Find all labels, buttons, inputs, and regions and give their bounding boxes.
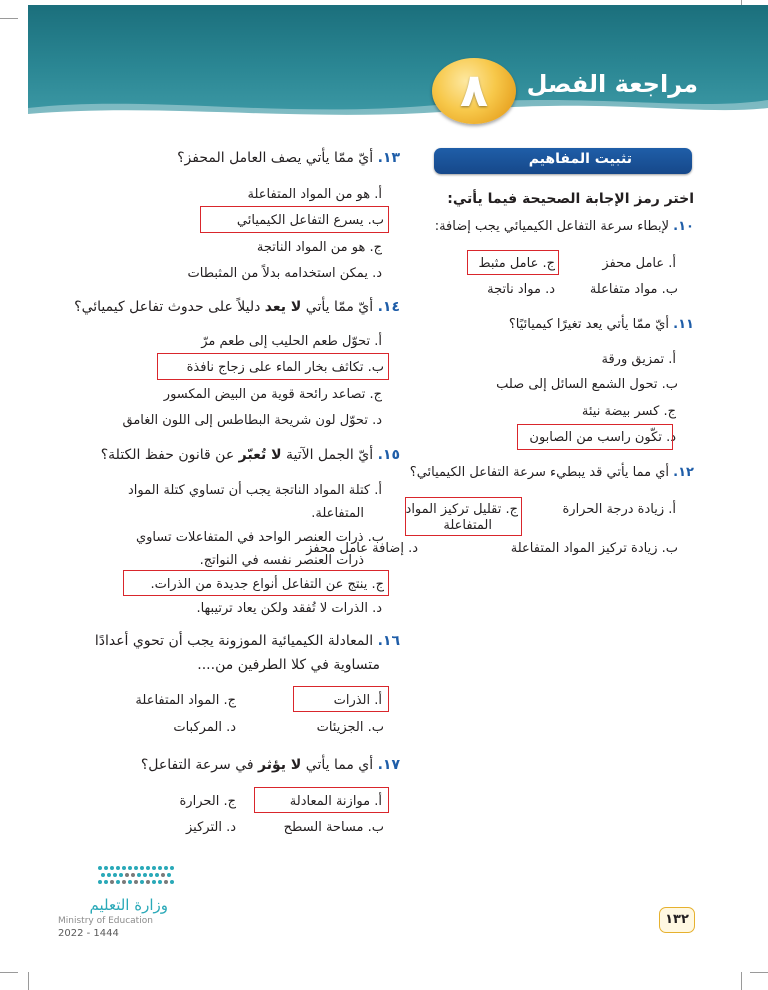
crop-mark: [0, 972, 18, 973]
q12-option-d: د. إضافة عامل محفز: [306, 541, 418, 556]
q17-option-c: ج. الحرارة: [179, 794, 236, 809]
q15-option-b-cont: ذرات العنصر نفسه في النواتج.: [199, 553, 364, 568]
question-13: [177, 150, 400, 167]
question-text: أي مما يأتي قد يبطيء سرعة التفاعل الكيميائي؟: [409, 465, 670, 480]
question-number: ١٤.: [377, 299, 400, 315]
section-heading-label: تثبيت المفاهيم: [528, 151, 632, 167]
question-number: ١٥.: [377, 447, 400, 463]
answer-highlight: [405, 497, 522, 536]
question-text: لإبطاء سرعة التفاعل الكيميائي يجب إضافة:: [434, 219, 670, 234]
question-text-post: دليلاً على حدوث تفاعل كيميائي؟: [74, 299, 261, 315]
q12-option-b: ب. زيادة تركيز المواد المتفاعلة: [510, 541, 678, 556]
question-17: [141, 757, 400, 774]
question-12: [410, 464, 694, 481]
q11-option-a: أ. تمزيق ورقة: [601, 352, 676, 367]
q15-option-b: ب. ذرات العنصر الواحد في المتفاعلات تساوي: [135, 530, 384, 545]
q12-option-c-cont: المتفاعلة: [443, 518, 492, 533]
q10-option-a: أ. عامل محفز: [602, 256, 676, 271]
question-16-cont: متساوية في كلا الطرفين من....: [197, 657, 380, 673]
section-heading: [434, 148, 692, 174]
q15-option-d: د. الذرات لا تُفقد ولكن يعاد ترتيبها.: [196, 601, 382, 616]
crop-mark: [750, 972, 768, 973]
answer-highlight: [123, 570, 389, 596]
q15-option-c: ج. ينتج عن التفاعل أنواع جديدة من الذرات.: [150, 577, 384, 592]
question-text-emphasis: لا تُعبّر: [238, 447, 282, 463]
question-10: [435, 218, 694, 235]
question-text-post: في سرعة التفاعل؟: [140, 757, 254, 773]
q14-option-c: ج. تصاعد رائحة قوية من البيض المكسور: [163, 387, 382, 402]
answer-highlight: [467, 250, 559, 275]
question-text-emphasis: لا يؤثر: [258, 757, 302, 773]
question-number: ١٧.: [377, 757, 400, 773]
q11-option-d: د. تكّون راسب من الصابون: [529, 430, 676, 445]
edition-year: 2022 - 1444: [58, 928, 119, 939]
question-text: أيّ ممّا يأتي يعد تغيرًا كيميائيًا؟: [508, 317, 670, 332]
question-text-emphasis: لا يعد: [264, 299, 302, 315]
question-text-pre: أيّ الجمل الآتية: [285, 447, 374, 463]
q13-option-b: ب. يسرع التفاعل الكيميائي: [236, 213, 384, 228]
answer-highlight: [254, 787, 389, 813]
q16-option-d: د. المركبات: [173, 720, 236, 735]
crop-mark: [741, 972, 742, 990]
q15-option-a-cont: المتفاعلة.: [311, 506, 364, 521]
question-11: [509, 316, 694, 333]
q12-option-c: ج. تقليل تركيز المواد: [405, 502, 518, 517]
answer-highlight: [157, 353, 389, 380]
question-text: أيّ ممّا يأتي يصف العامل المحفز؟: [177, 150, 374, 166]
q16-option-a: أ. الذرات: [333, 693, 382, 708]
question-number: ١٦.: [377, 633, 400, 649]
chapter-title: مراجعة الفصل: [526, 70, 698, 98]
q15-option-a: أ. كتلة المواد الناتجة يجب أن تساوي كتلة المواد: [128, 483, 382, 498]
q10-option-c: ج. عامل مثبط: [478, 256, 555, 271]
q16-option-b: ب. الجزيئات: [316, 720, 384, 735]
question-number: ١٠.: [673, 219, 694, 234]
answer-highlight: [517, 424, 673, 450]
answer-highlight: [293, 686, 389, 712]
question-text-pre: أيّ ممّا يأتي: [305, 299, 374, 315]
q12-option-a: أ. زيادة درجة الحرارة: [562, 502, 676, 517]
q10-option-d: د. مواد ناتجة: [487, 282, 555, 297]
question-text: المعادلة الكيميائية الموزونة يجب أن تحوي أعدادًا: [94, 633, 374, 649]
q14-option-a: أ. تحوّل طعم الحليب إلى طعم مرّ: [201, 334, 382, 349]
q17-option-a: أ. موازنة المعادلة: [289, 794, 382, 809]
q11-option-c: ج. كسر بيضة نيئة: [581, 404, 676, 419]
question-text-pre: أي مما يأتي: [305, 757, 374, 773]
q17-option-d: د. التركيز: [185, 820, 236, 835]
ministry-name-en: Ministry of Education: [58, 916, 153, 926]
question-number: ١١.: [673, 317, 694, 332]
q14-option-b: ب. تكاثف بخار الماء على زجاج نافذة: [186, 360, 384, 375]
crop-mark: [0, 18, 18, 19]
question-text-post: عن قانون حفظ الكتلة؟: [100, 447, 235, 463]
ministry-logo-dots-icon: [94, 862, 178, 892]
question-15: [101, 447, 400, 464]
answer-highlight: [200, 206, 389, 233]
q16-option-c: ج. المواد المتفاعلة: [135, 693, 236, 708]
chapter-number: ٨: [459, 63, 489, 117]
q13-option-c: ج. هو من المواد الناتجة: [256, 240, 382, 255]
crop-mark: [28, 972, 29, 990]
question-14: [74, 299, 400, 316]
page-number: ١٣٢: [659, 907, 695, 933]
ministry-logo: [58, 862, 168, 940]
question-number: ١٢.: [673, 465, 694, 480]
q11-option-b: ب. تحول الشمع السائل إلى صلب: [496, 377, 678, 392]
question-number: ١٣.: [377, 150, 400, 166]
instruction-text: اختر رمز الإجابة الصحيحة فيما يأتي:: [447, 191, 694, 207]
q10-option-b: ب. مواد متفاعلة: [589, 282, 678, 297]
q14-option-d: د. تحوّل لون شريحة البطاطس إلى اللون الغامق: [122, 413, 382, 428]
q13-option-a: أ. هو من المواد المتفاعلة: [247, 187, 382, 202]
q13-option-d: د. يمكن استخدامه بدلاً من المثبطات: [187, 266, 382, 281]
question-16: [95, 633, 400, 650]
q17-option-b: ب. مساحة السطح: [283, 820, 384, 835]
ministry-name-ar: وزارة التعليم: [89, 896, 168, 914]
